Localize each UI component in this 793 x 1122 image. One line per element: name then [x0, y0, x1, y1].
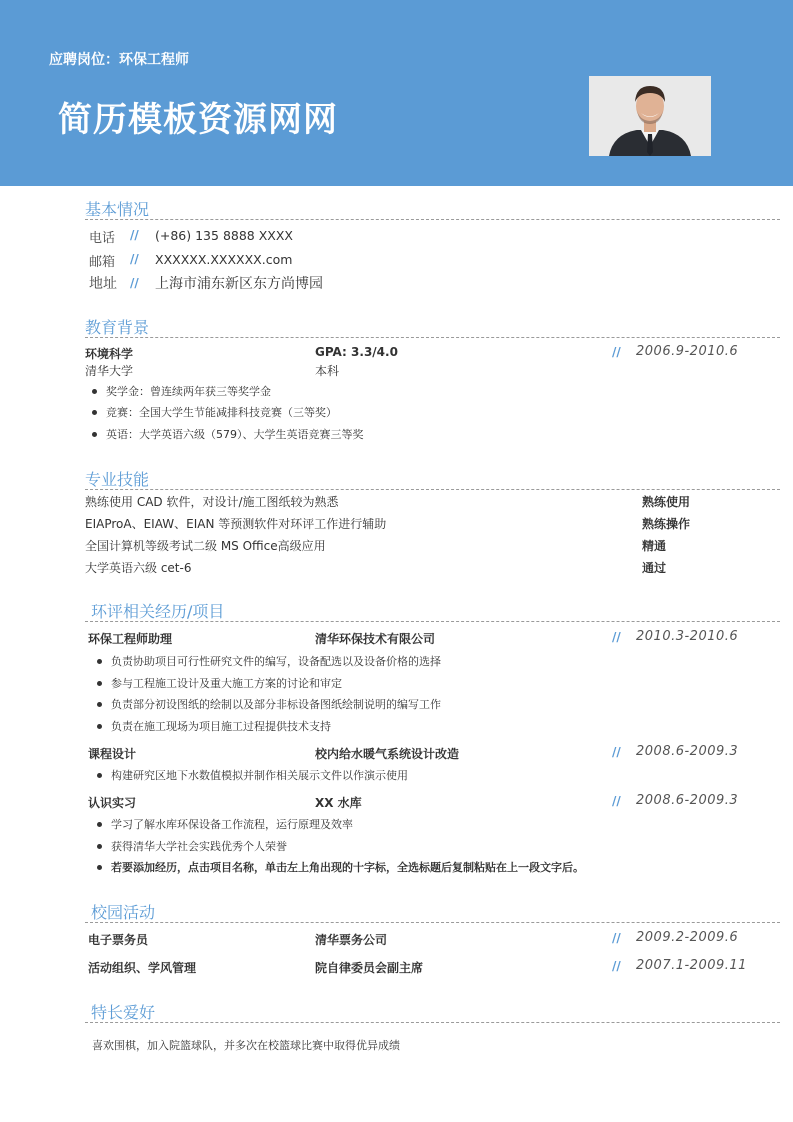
- list-item: 负责在施工现场为项目施工过程提供技术支持: [97, 718, 331, 734]
- exp-role: 环保工程师助理: [88, 632, 173, 646]
- phone-value: (+86) 135 8888 XXXX: [155, 228, 293, 243]
- address-label: 地址: [89, 276, 117, 292]
- campus-role: 活动组织、学风管理: [88, 961, 197, 975]
- separator: //: [612, 931, 621, 945]
- exp-org: 校内给水暖气系统设计改造: [315, 747, 460, 761]
- add-experience-note: 若要添加经历，点击项目名称，单击左上角出现的十字标，全选标题后复制粘贴在上一段文字后。: [97, 859, 584, 875]
- exp-role: 课程设计: [88, 747, 137, 761]
- divider: [85, 489, 780, 490]
- address-value: 上海市浦东新区东方尚博园: [155, 276, 323, 292]
- skill-level: 通过: [642, 561, 667, 575]
- divider: [85, 621, 780, 622]
- list-item: 英语：大学英语六级（579）、大学生英语竞赛三等奖: [92, 426, 364, 442]
- email-label: 邮箱: [89, 255, 116, 270]
- list-item: 获得清华大学社会实践优秀个人荣誉: [97, 838, 287, 854]
- list-item: 负责协助项目可行性研究文件的编写，设备配选以及设备价格的选择: [97, 653, 441, 669]
- email-value: XXXXXX.XXXXXX.com: [155, 252, 293, 267]
- list-item: 竞赛：全国大学生节能减排科技竞赛（三等奖）: [92, 404, 337, 420]
- list-item: 参与工程施工设计及重大施工方案的讨论和审定: [97, 675, 342, 691]
- resume-header: [0, 0, 793, 186]
- campus-date: 2009.2-2009.6: [636, 930, 739, 945]
- skill-desc: 熟练使用 CAD 软件，对设计/施工图纸较为熟悉: [85, 495, 339, 509]
- hobby-text: 喜欢围棋，加入院篮球队，并多次在校篮球比赛中取得优异成绩: [92, 1039, 400, 1052]
- divider: [85, 337, 780, 338]
- section-education-heading: 教育背景: [85, 318, 150, 337]
- skill-desc: 全国计算机等级考试二级 MS Office高级应用: [85, 539, 326, 553]
- campus-org: 院自律委员会副主席: [315, 961, 424, 975]
- divider: [85, 219, 780, 220]
- section-experience-heading: 环评相关经历/项目: [91, 602, 225, 621]
- separator: //: [612, 345, 621, 359]
- skill-desc: EIAProA、EIAW、EIAN 等预测软件对环评工作进行辅助: [85, 517, 387, 531]
- exp-org: 清华环保技术有限公司: [315, 632, 436, 646]
- profile-photo: [589, 76, 711, 156]
- separator: //: [612, 959, 621, 973]
- applied-position: 应聘岗位：环保工程师: [49, 52, 189, 68]
- edu-school: 清华大学: [85, 364, 134, 378]
- exp-date: 2008.6-2009.3: [636, 793, 739, 808]
- section-skills-heading: 专业技能: [85, 470, 150, 489]
- exp-date: 2008.6-2009.3: [636, 744, 739, 759]
- edu-major: 环境科学: [85, 347, 134, 361]
- section-hobby-heading: 特长爱好: [91, 1003, 156, 1022]
- divider: [85, 922, 780, 923]
- separator: //: [612, 745, 621, 759]
- campus-date: 2007.1-2009.11: [636, 958, 747, 973]
- edu-degree: 本科: [315, 364, 340, 378]
- separator: //: [612, 630, 621, 644]
- separator: //: [130, 228, 139, 242]
- edu-date: 2006.9-2010.6: [636, 344, 739, 359]
- skill-level: 精通: [642, 539, 667, 553]
- list-item: 奖学金：曾连续两年获三等奖学金: [92, 383, 271, 399]
- list-item: 学习了解水库环保设备工作流程，运行原理及效率: [97, 816, 353, 832]
- section-campus-heading: 校园活动: [91, 903, 156, 922]
- list-item: 构建研究区地下水数值模拟并制作相关展示文件以作演示使用: [97, 767, 408, 783]
- skill-desc: 大学英语六级 cet-6: [85, 561, 192, 575]
- campus-role: 电子票务员: [88, 933, 149, 947]
- exp-org: XX 水库: [315, 796, 362, 810]
- list-item: 负责部分初设图纸的绘制以及部分非标设备图纸绘制说明的编写工作: [97, 696, 441, 712]
- campus-org: 清华票务公司: [315, 933, 388, 947]
- separator: //: [130, 276, 139, 290]
- separator: //: [130, 252, 139, 266]
- phone-label: 电话: [89, 231, 116, 246]
- skill-level: 熟练使用: [642, 495, 691, 509]
- exp-date: 2010.3-2010.6: [636, 629, 739, 644]
- separator: //: [612, 794, 621, 808]
- section-basic-heading: 基本情况: [85, 200, 150, 219]
- skill-level: 熟练操作: [642, 517, 691, 531]
- edu-gpa: GPA: 3.3/4.0: [315, 345, 398, 359]
- divider: [85, 1022, 780, 1023]
- resume-name-title: 简历模板资源网网: [58, 100, 338, 140]
- exp-role: 认识实习: [88, 796, 137, 810]
